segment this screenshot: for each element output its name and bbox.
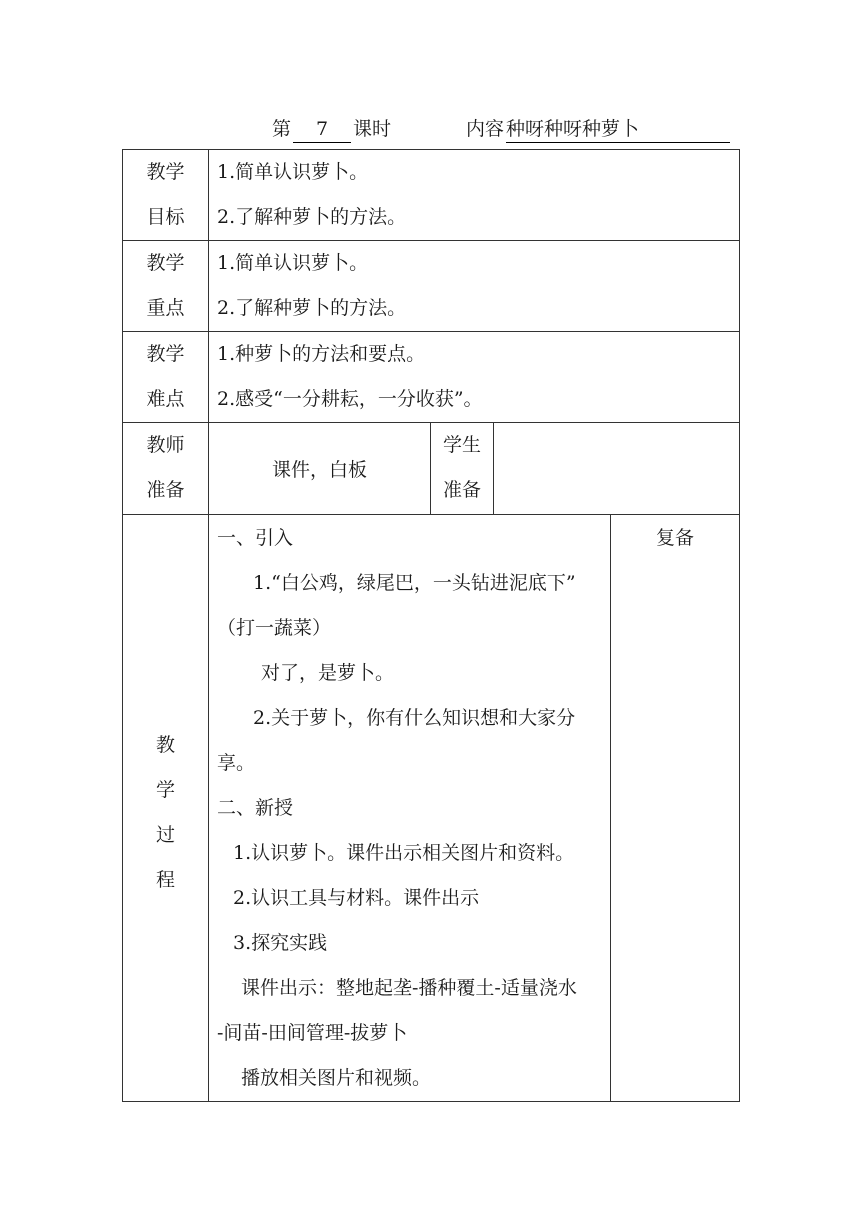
goals-content <box>209 150 740 241</box>
goals-line-1: 1.简单认识萝卜。 <box>217 161 369 183</box>
process-line: 一、引入 <box>217 527 294 549</box>
lesson-suffix: 课时 <box>353 118 392 140</box>
process-line: 播放相关图片和视频。 <box>241 1067 432 1089</box>
content-label: 内容 <box>466 118 505 140</box>
student-prep-value <box>494 423 740 515</box>
key-points-content <box>209 241 740 332</box>
process-line: 3.探究实践 <box>233 932 328 954</box>
content-title: 种呀种呀种萝卜 <box>506 116 730 143</box>
process-line: -间苗-田间管理-拔萝卜 <box>217 1022 408 1044</box>
lesson-header <box>0 116 860 144</box>
key-points-line-2: 2.了解种萝卜的方法。 <box>217 297 407 319</box>
process-line: 对了，是萝卜。 <box>261 662 395 684</box>
process-line: 1.认识萝卜。课件出示相关图片和资料。 <box>233 842 575 864</box>
key-points-label: 教学 重点 <box>123 241 209 332</box>
lesson-prefix: 第 <box>272 118 292 140</box>
difficulties-line-2: 2.感受“一分耕耘，一分收获”。 <box>217 388 483 410</box>
process-content <box>209 515 611 1102</box>
goals-label: 教学 目标 <box>123 150 209 241</box>
key-points-row <box>123 241 740 332</box>
process-line: 2.关于萝卜，你有什么知识想和大家分 <box>253 707 576 729</box>
teacher-prep-label: 教师 准备 <box>123 423 209 515</box>
lesson-plan-table <box>122 149 740 1102</box>
process-label: 教 学 过 程 <box>123 515 209 1102</box>
student-prep-label: 学生 准备 <box>431 423 494 515</box>
revision-notes-label: 复备 <box>656 527 695 549</box>
difficulties-row <box>123 332 740 423</box>
teacher-prep-value: 课件，白板 <box>209 423 431 515</box>
process-line: 二、新授 <box>217 797 294 819</box>
process-line: 课件出示：整地起垄-播种覆土-适量浇水 <box>241 977 577 999</box>
key-points-line-1: 1.简单认识萝卜。 <box>217 252 369 274</box>
process-line: 享。 <box>217 752 256 774</box>
difficulties-content <box>209 332 740 423</box>
revision-notes <box>611 515 740 1102</box>
process-line: 2.认识工具与材料。课件出示 <box>233 887 480 909</box>
difficulties-line-1: 1.种萝卜的方法和要点。 <box>217 343 426 365</box>
process-row <box>123 515 740 1102</box>
difficulties-label: 教学 难点 <box>123 332 209 423</box>
goals-row <box>123 150 740 241</box>
lesson-number: 7 <box>293 116 351 143</box>
preparation-row <box>123 423 740 515</box>
process-line: 1.“白公鸡，绿尾巴，一头钻进泥底下” <box>253 572 576 594</box>
process-line: （打一蔬菜） <box>217 617 332 639</box>
goals-line-2: 2.了解种萝卜的方法。 <box>217 206 407 228</box>
